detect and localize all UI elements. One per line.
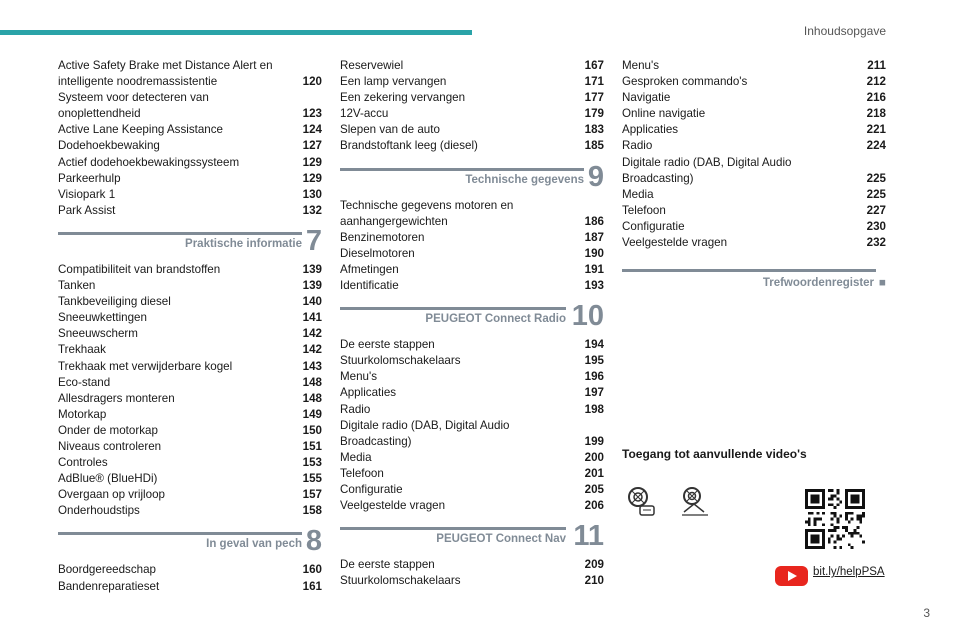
toc-entry-title: Visiopark 1 bbox=[58, 187, 116, 201]
toc-entry-title: Slepen van de auto bbox=[340, 123, 440, 137]
toc-entry-page: 161 bbox=[302, 579, 322, 593]
toc-entry-page: 149 bbox=[302, 407, 322, 421]
toc-entry-page: 148 bbox=[302, 375, 322, 389]
toc-entry-page: 158 bbox=[302, 504, 322, 518]
section-divider bbox=[622, 269, 876, 272]
toc-entry-title: Applicaties bbox=[340, 386, 397, 400]
toc-entry-title: Configuratie bbox=[622, 219, 685, 233]
toc-entry-page: 155 bbox=[302, 472, 322, 486]
toc-entry-title: Digitale radio (DAB, Digital Audio Broadcasting) bbox=[622, 155, 792, 185]
toc-entry-page: 201 bbox=[584, 466, 604, 480]
section-number: 7 bbox=[305, 224, 322, 257]
toc-entry-page: 187 bbox=[584, 230, 604, 244]
toc-entry-page: 211 bbox=[867, 59, 886, 72]
toc-entry-page: 195 bbox=[584, 354, 604, 368]
toc-entry-page: 123 bbox=[302, 107, 322, 121]
toc-entry-page: 199 bbox=[584, 434, 604, 448]
toc-entry-title: Navigatie bbox=[622, 91, 671, 105]
toc-entry[interactable] bbox=[58, 187, 322, 203]
section-header bbox=[58, 226, 322, 256]
toc-entry-page: 124 bbox=[302, 123, 322, 137]
section-title: Technische gegevens bbox=[465, 173, 584, 186]
toc-column-2 bbox=[340, 58, 604, 589]
toc-entry-page: 193 bbox=[584, 279, 604, 293]
toc-entry-title: Bandenreparatieset bbox=[58, 579, 160, 593]
toc-entry[interactable] bbox=[622, 106, 886, 122]
toc-entry-title: Media bbox=[340, 450, 372, 464]
toc-entry-page: 171 bbox=[584, 75, 604, 89]
toc-entry-page: 200 bbox=[584, 450, 604, 464]
toc-entry-title: Eco-stand bbox=[58, 375, 111, 389]
toc-entry-page: 150 bbox=[302, 423, 322, 437]
toc-entry-title: Applicaties bbox=[622, 123, 679, 137]
section-title: Praktische informatie bbox=[185, 237, 302, 250]
toc-entry-title: Boordgereedschap bbox=[58, 563, 156, 577]
toc-entry-page: 148 bbox=[302, 391, 322, 405]
toc-entry[interactable] bbox=[58, 278, 322, 294]
toc-entry-page: 191 bbox=[584, 262, 604, 276]
toc-entry[interactable] bbox=[58, 579, 322, 595]
toc-entry-title: Niveaus controleren bbox=[58, 439, 162, 453]
toc-entry[interactable] bbox=[622, 90, 886, 106]
toc-entry-page: 227 bbox=[866, 203, 886, 217]
index-title-text: Trefwoordenregister bbox=[762, 277, 875, 290]
toc-entry[interactable] bbox=[622, 187, 886, 203]
youtube-icon[interactable] bbox=[775, 566, 808, 586]
toc-entry-page: 210 bbox=[584, 574, 604, 588]
section-header bbox=[340, 521, 604, 551]
toc-entry[interactable] bbox=[340, 138, 604, 154]
toc-entry[interactable] bbox=[58, 122, 322, 138]
toc-entry-title: Radio bbox=[340, 402, 371, 416]
toc-entry[interactable] bbox=[58, 487, 322, 503]
toc-entry-page: 140 bbox=[302, 295, 322, 309]
toc-entry[interactable] bbox=[340, 573, 604, 589]
toc-entry-page: 157 bbox=[302, 488, 322, 502]
toc-entry[interactable] bbox=[340, 58, 604, 74]
toc-entry-title: Onderhoudstips bbox=[58, 504, 140, 518]
toc-entry-title: Dodehoekbewaking bbox=[58, 139, 160, 153]
toc-entry-title: Sneeuwkettingen bbox=[58, 311, 147, 325]
section-header bbox=[58, 526, 322, 556]
toc-entry[interactable] bbox=[58, 58, 322, 90]
toc-entry-page: 190 bbox=[584, 246, 604, 260]
toc-entry-title: Digitale radio (DAB, Digital Audio Broadcasting) bbox=[340, 418, 510, 448]
toc-entry-title: Compatibiliteit van brandstoffen bbox=[58, 262, 221, 276]
toc-entry[interactable] bbox=[58, 138, 322, 154]
toc-entry-title: Trekhaak met verwijderbare kogel bbox=[58, 359, 233, 373]
toc-entry-page: 129 bbox=[302, 171, 322, 185]
toc-entry-page: 127 bbox=[302, 139, 322, 153]
toc-entry-page: 185 bbox=[584, 139, 604, 153]
toc-entry[interactable] bbox=[622, 58, 886, 74]
page-number: 3 bbox=[923, 606, 930, 620]
toc-entry[interactable] bbox=[58, 155, 322, 171]
section-title: PEUGEOT Connect Nav bbox=[436, 533, 566, 546]
toc-entry-page: 186 bbox=[584, 214, 604, 228]
toc-entry[interactable] bbox=[58, 310, 322, 326]
toc-entry-page: 209 bbox=[584, 558, 604, 572]
toc-entry-title: Dieselmotoren bbox=[340, 246, 415, 260]
toc-entry[interactable] bbox=[58, 203, 322, 219]
toc-entry-title: Active Lane Keeping Assistance bbox=[58, 123, 223, 137]
toc-entry-page: 139 bbox=[302, 279, 322, 293]
section-header bbox=[340, 301, 604, 331]
toc-entry[interactable] bbox=[340, 246, 604, 262]
qr-code-icon[interactable] bbox=[805, 489, 865, 549]
toc-entry-page: 212 bbox=[866, 75, 886, 89]
toc-entry-page: 120 bbox=[302, 75, 322, 89]
toc-entry-page: 132 bbox=[302, 203, 322, 217]
toc-entry-title: Afmetingen bbox=[340, 262, 399, 276]
toc-entry-page: 205 bbox=[584, 482, 604, 496]
toc-entry-title: AdBlue® (BlueHDi) bbox=[58, 472, 158, 486]
toc-entry-page: 139 bbox=[302, 262, 322, 276]
toc-entry-page: 225 bbox=[866, 187, 886, 201]
toc-entry-page: 141 bbox=[302, 311, 322, 325]
toc-entry[interactable] bbox=[340, 466, 604, 482]
toc-entry[interactable] bbox=[622, 74, 886, 90]
index-section-title[interactable] bbox=[763, 277, 886, 289]
toc-entry[interactable] bbox=[340, 198, 604, 230]
toc-entry[interactable] bbox=[58, 562, 322, 578]
section-number: 8 bbox=[305, 525, 322, 558]
toc-entry[interactable] bbox=[340, 557, 604, 573]
toc-entry[interactable] bbox=[340, 106, 604, 122]
toc-entry-title: Systeem voor detecteren van onoplettendheid bbox=[58, 91, 209, 121]
toc-entry[interactable] bbox=[58, 342, 322, 358]
toc-entry[interactable] bbox=[340, 498, 604, 514]
toc-entry[interactable] bbox=[58, 471, 322, 487]
toc-entry-page: 130 bbox=[302, 187, 322, 201]
toc-entry[interactable] bbox=[58, 359, 322, 375]
toc-entry-page: 197 bbox=[584, 386, 604, 400]
toc-entry-page: 225 bbox=[866, 171, 886, 185]
toc-entry-title: Stuurkolomschakelaars bbox=[340, 354, 461, 368]
toc-entry-title: Configuratie bbox=[340, 482, 403, 496]
toc-entry-title: Veelgestelde vragen bbox=[622, 236, 728, 250]
toc-column-3 bbox=[622, 58, 886, 295]
toc-entry-title: Park Assist bbox=[58, 203, 116, 217]
toc-entry-title: Brandstoftank leeg (diesel) bbox=[340, 139, 478, 153]
toc-entry[interactable] bbox=[58, 455, 322, 471]
toc-entry-page: 232 bbox=[866, 236, 886, 250]
toc-entry-page: 218 bbox=[866, 107, 886, 121]
toc-entry-title: Media bbox=[622, 187, 654, 201]
section-title: In geval van pech bbox=[206, 538, 302, 551]
toc-entry-page: 143 bbox=[302, 359, 322, 373]
toc-entry[interactable] bbox=[340, 262, 604, 278]
toc-entry[interactable] bbox=[622, 203, 886, 219]
section-divider bbox=[340, 168, 584, 171]
toc-entry-page: 194 bbox=[584, 338, 604, 352]
toc-entry-page: 230 bbox=[866, 219, 886, 233]
index-section-header bbox=[622, 265, 886, 295]
toc-entry-title: Tankbeveiliging diesel bbox=[58, 295, 171, 309]
toc-entry-page: 206 bbox=[584, 499, 604, 513]
header-accent-bar bbox=[0, 30, 472, 35]
toc-entry-title: Tanken bbox=[58, 279, 96, 293]
toc-entry-title: Radio bbox=[622, 139, 653, 153]
toc-entry-page: 142 bbox=[302, 327, 322, 341]
toc-entry[interactable] bbox=[622, 219, 886, 235]
toc-entry-title: Actief dodehoekbewakingssysteem bbox=[58, 155, 240, 169]
section-divider bbox=[58, 232, 302, 235]
toc-entry-page: 196 bbox=[584, 370, 604, 384]
toc-entry-page: 151 bbox=[302, 439, 322, 453]
section-number: 11 bbox=[573, 520, 604, 553]
toc-entry-title: Benzinemotoren bbox=[340, 230, 425, 244]
help-video-link[interactable]: bit.ly/helpPSA bbox=[813, 566, 885, 578]
toc-entry-page: 167 bbox=[584, 59, 604, 72]
toc-entry-title: Sneeuwscherm bbox=[58, 327, 138, 341]
toc-entry-title: Allesdragers monteren bbox=[58, 391, 175, 405]
toc-entry-page: 142 bbox=[302, 343, 322, 357]
toc-entry-title: Een lamp vervangen bbox=[340, 75, 447, 89]
square-marker-icon: ■ bbox=[879, 277, 886, 290]
toc-entry[interactable] bbox=[340, 353, 604, 369]
toc-entry[interactable] bbox=[340, 418, 604, 450]
toc-entry[interactable] bbox=[622, 122, 886, 138]
section-number: 10 bbox=[571, 300, 604, 333]
section-number: 9 bbox=[587, 160, 604, 193]
toc-entry-title: Menu's bbox=[622, 59, 660, 72]
toc-entry[interactable] bbox=[340, 369, 604, 385]
toc-entry-page: 177 bbox=[584, 91, 604, 105]
videos-heading: Toegang tot aanvullende video's bbox=[622, 447, 807, 461]
toc-entry-title: Een zekering vervangen bbox=[340, 91, 466, 105]
toc-entry-title: Active Safety Brake met Distance Alert en intelligente noodremassistentie bbox=[58, 59, 273, 89]
toc-entry[interactable] bbox=[340, 402, 604, 418]
toc-entry-title: Menu's bbox=[340, 370, 378, 384]
toc-entry-title: Gesproken commando's bbox=[622, 75, 748, 89]
toc-entry[interactable] bbox=[340, 278, 604, 294]
toc-entry[interactable] bbox=[58, 423, 322, 439]
toc-entry-page: 224 bbox=[866, 139, 886, 153]
section-divider bbox=[58, 532, 302, 535]
toc-entry-title: Parkeerhulp bbox=[58, 171, 121, 185]
tyre-change-icon[interactable] bbox=[678, 486, 712, 525]
toc-entry-page: 129 bbox=[302, 155, 322, 169]
toc-column-1 bbox=[58, 58, 322, 595]
section-divider bbox=[340, 307, 566, 310]
toc-entry-title: Stuurkolomschakelaars bbox=[340, 574, 461, 588]
toc-entry[interactable] bbox=[340, 385, 604, 401]
toc-entry[interactable] bbox=[622, 235, 886, 251]
toc-entry-title: Controles bbox=[58, 456, 108, 470]
toc-entry-page: 179 bbox=[584, 107, 604, 121]
toc-entry[interactable] bbox=[622, 155, 886, 187]
toc-entry-title: 12V-accu bbox=[340, 107, 389, 121]
toc-entry[interactable] bbox=[340, 230, 604, 246]
page-header-title: Inhoudsopgave bbox=[803, 24, 886, 38]
section-header bbox=[340, 162, 604, 192]
toc-entry[interactable] bbox=[58, 294, 322, 310]
section-divider bbox=[340, 527, 566, 530]
toc-entry[interactable] bbox=[340, 450, 604, 466]
toc-entry[interactable] bbox=[340, 122, 604, 138]
toc-entry-title: Onder de motorkap bbox=[58, 423, 158, 437]
toc-entry-title: Telefoon bbox=[340, 466, 384, 480]
toc-entry-page: 198 bbox=[584, 402, 604, 416]
toc-entry-title: Motorkap bbox=[58, 407, 107, 421]
toc-entry[interactable] bbox=[58, 326, 322, 342]
toc-entry[interactable] bbox=[340, 74, 604, 90]
toc-entry-page: 216 bbox=[866, 91, 886, 105]
toc-entry-title: Technische gegevens motoren en aanhangergewichten bbox=[340, 198, 514, 228]
toc-entry-title: Identificatie bbox=[340, 279, 399, 293]
toc-entry-title: De eerste stappen bbox=[340, 338, 435, 352]
toc-entry-title: De eerste stappen bbox=[340, 558, 435, 572]
toc-entry[interactable] bbox=[340, 482, 604, 498]
toc-entry[interactable] bbox=[340, 90, 604, 106]
toc-entry[interactable] bbox=[58, 503, 322, 519]
section-title: PEUGEOT Connect Radio bbox=[425, 313, 566, 326]
toc-entry-title: Trekhaak bbox=[58, 343, 106, 357]
toc-entry-page: 153 bbox=[302, 456, 322, 470]
toc-entry-page: 160 bbox=[302, 563, 322, 577]
toc-entry[interactable] bbox=[58, 439, 322, 455]
toc-entry[interactable] bbox=[58, 391, 322, 407]
toc-entry-title: Veelgestelde vragen bbox=[340, 499, 446, 513]
toc-entry[interactable] bbox=[58, 407, 322, 423]
toc-entry[interactable] bbox=[58, 262, 322, 278]
toc-entry[interactable] bbox=[58, 171, 322, 187]
toc-entry[interactable] bbox=[58, 90, 322, 122]
toc-entry-title: Reservewiel bbox=[340, 59, 404, 72]
toc-entry-title: Overgaan op vrijloop bbox=[58, 488, 165, 502]
toc-entry-title: Telefoon bbox=[622, 203, 666, 217]
tyre-repair-phone-icon[interactable] bbox=[626, 486, 660, 525]
toc-entry-title: Online navigatie bbox=[622, 107, 706, 121]
toc-entry-page: 221 bbox=[866, 123, 886, 137]
toc-entry[interactable] bbox=[622, 138, 886, 154]
toc-entry[interactable] bbox=[58, 375, 322, 391]
toc-entry-page: 183 bbox=[584, 123, 604, 137]
toc-entry[interactable] bbox=[340, 337, 604, 353]
